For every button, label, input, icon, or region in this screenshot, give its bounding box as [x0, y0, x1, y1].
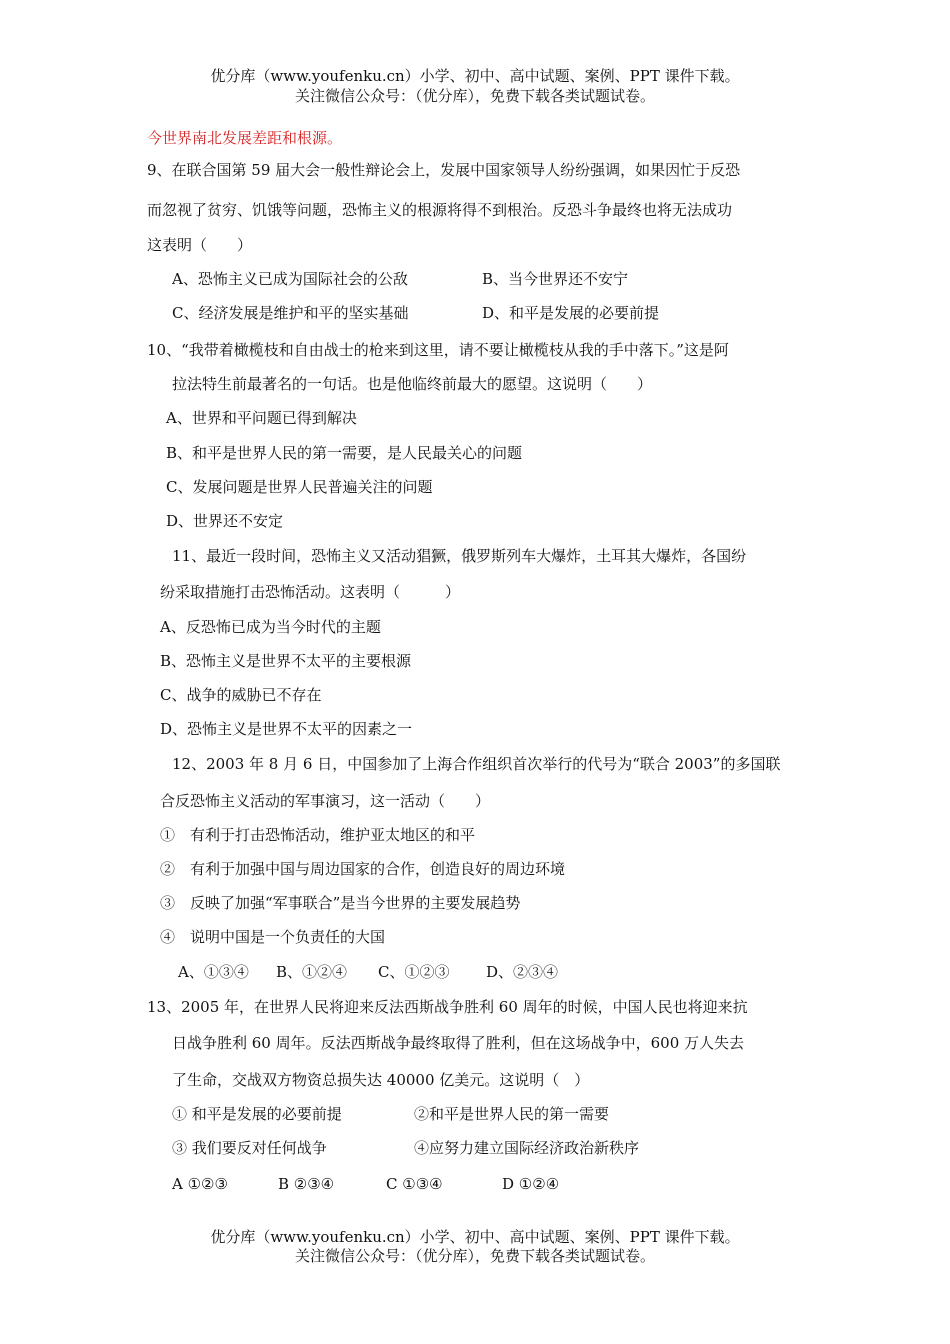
q12-option-c: C、①②③ — [378, 963, 450, 981]
q10-option-c: C、发展问题是世界人民普遍关注的问题 — [166, 478, 433, 496]
q9-stem-3: 这表明（ ） — [147, 236, 253, 254]
q12-statement-1: ① 有利于打击恐怖活动，维护亚太地区的和平 — [160, 826, 476, 844]
q13-statement-1: ① 和平是发展的必要前提 — [172, 1105, 342, 1123]
q12-option-a: A、①③④ — [178, 963, 249, 981]
q13-statement-3: ③ 我们要反对任何战争 — [172, 1139, 327, 1157]
q13-statement-2: ②和平是世界人民的第一需要 — [414, 1105, 610, 1123]
header-line-1: 优分库（www.youfenku.cn）小学、初中、高中试题、案例、PPT 课件下载。 — [210, 67, 740, 85]
q11-option-d: D、恐怖主义是世界不太平的因素之一 — [160, 720, 413, 738]
q10-option-d: D、世界还不安定 — [166, 512, 284, 530]
q13-option-c: C ①③④ — [386, 1175, 443, 1193]
q13-option-d: D ①②④ — [502, 1175, 560, 1193]
q12-statement-2: ② 有利于加强中国与周边国家的合作，创造良好的周边环境 — [160, 860, 566, 878]
q11-stem-1: 11、最近一段时间，恐怖主义又活动猖獗，俄罗斯列车大爆炸，土耳其大爆炸，各国纷 — [172, 547, 747, 565]
intro-red-text: 今世界南北发展差距和根源。 — [147, 129, 343, 147]
q9-stem-2: 而忽视了贫穷、饥饿等问题，恐怖主义的根源将得不到根治。反恐斗争最终也将无法成功 — [147, 201, 733, 219]
q11-option-b: B、恐怖主义是世界不太平的主要根源 — [160, 652, 412, 670]
q12-option-b: B、①②④ — [276, 963, 348, 981]
footer-line-2: 关注微信公众号：（优分库），免费下载各类试题试卷。 — [294, 1247, 655, 1265]
header-line-2: 关注微信公众号：（优分库），免费下载各类试题试卷。 — [294, 87, 655, 105]
q10-option-a: A、世界和平问题已得到解决 — [166, 409, 357, 427]
q13-stem-3: 了生命，交战双方物资总损失达 40000 亿美元。这说明（ ） — [172, 1071, 590, 1089]
q9-option-b: B、当今世界还不安宁 — [482, 270, 629, 288]
q13-option-a: A ①②③ — [172, 1175, 228, 1193]
q10-stem-1: 10、“我带着橄榄枝和自由战士的枪来到这里，请不要让橄榄枝从我的手中落下。”这是阿 — [147, 341, 729, 359]
q12-statement-4: ④ 说明中国是一个负责任的大国 — [160, 928, 386, 946]
q11-stem-2: 纷采取措施打击恐怖活动。这表明（ ） — [160, 583, 461, 601]
q13-statement-4: ④应努力建立国际经济政治新秩序 — [414, 1139, 640, 1157]
q12-stem-2: 合反恐怖主义活动的军事演习，这一活动（ ） — [160, 792, 491, 810]
q9-option-d: D、和平是发展的必要前提 — [482, 304, 660, 322]
q12-option-d: D、②③④ — [486, 963, 559, 981]
q10-option-b: B、和平是世界人民的第一需要，是人民最关心的问题 — [166, 444, 523, 462]
q10-stem-2: 拉法特生前最著名的一句话。也是他临终前最大的愿望。这说明（ ） — [172, 375, 653, 393]
q9-option-c: C、经济发展是维护和平的坚实基础 — [172, 304, 409, 322]
q11-option-a: A、反恐怖已成为当今时代的主题 — [160, 618, 381, 636]
q11-option-c: C、战争的威胁已不存在 — [160, 686, 322, 704]
q13-stem-2: 日战争胜利 60 周年。反法西斯战争最终取得了胜利，但在这场战争中，600 万人失去 — [172, 1034, 745, 1052]
q13-option-b: B ②③④ — [278, 1175, 335, 1193]
q9-stem-1: 9、在联合国第 59 届大会一般性辩论会上，发展中国家领导人纷纷强调，如果因忙于反恐 — [147, 161, 741, 179]
q9-option-a: A、恐怖主义已成为国际社会的公敌 — [172, 270, 408, 288]
footer-line-1: 优分库（www.youfenku.cn）小学、初中、高中试题、案例、PPT 课件下载。 — [210, 1228, 740, 1246]
q12-stem-1: 12、2003 年 8 月 6 日，中国参加了上海合作组织首次举行的代号为“联合 2003”的多国联 — [172, 755, 781, 773]
q12-statement-3: ③ 反映了加强“军事联合”是当今世界的主要发展趋势 — [160, 894, 521, 912]
q13-stem-1: 13、2005 年，在世界人民将迎来反法西斯战争胜利 60 周年的时候，中国人民也将迎来抗 — [147, 998, 748, 1016]
